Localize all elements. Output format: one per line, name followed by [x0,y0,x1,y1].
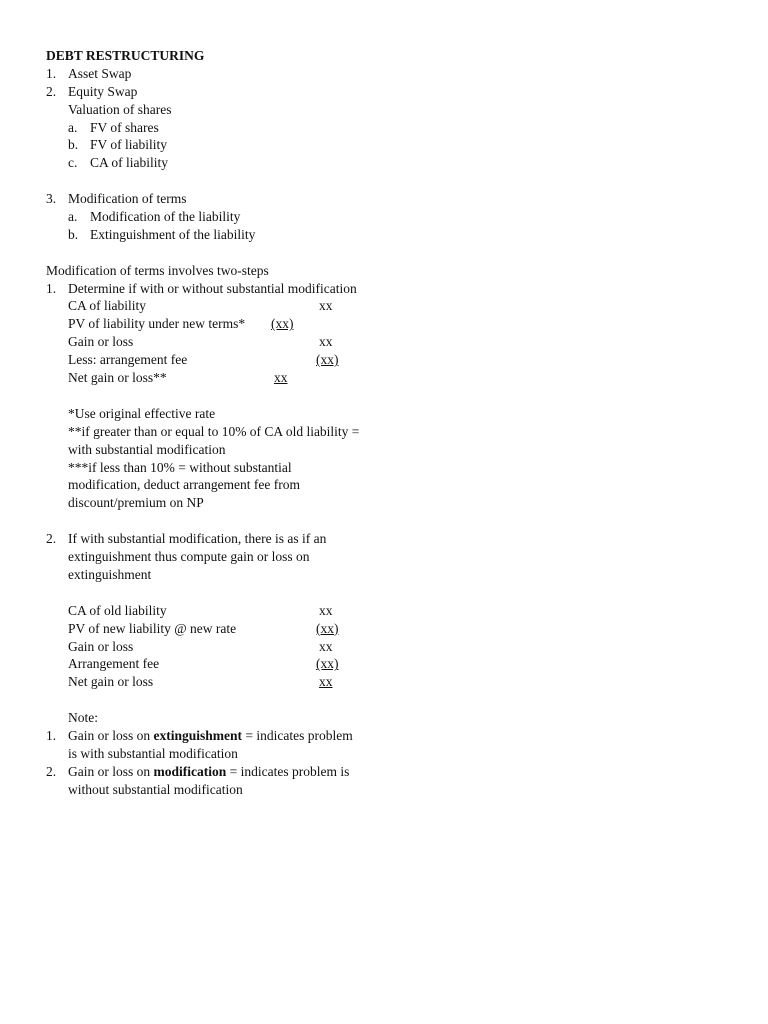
valuation-item-a [46,119,362,137]
row-amount: (xx) [316,620,339,636]
list-item-label: Modification of terms [68,191,187,207]
footnote-3: ***if less than 10% = without substantial modification, deduct arrangement fee from discount/premium on NP [68,459,301,511]
row-label: CA of liability [68,298,147,314]
step-2-row [46,602,362,620]
sub-letter: a. [68,119,78,135]
list-item-asset-swap [46,65,362,83]
step-1-row [46,351,362,369]
note-item-keyword: modification [153,763,227,779]
step-1 [46,280,362,298]
sub-item-label: CA of liability [90,155,169,171]
row-amount: xx [319,602,333,618]
sub-item-label: FV of liability [90,137,168,153]
step-2-text: If with substantial modification, there is as if an extinguishment thus compute gain or loss on extinguishment [68,531,327,582]
step-1-row [46,297,362,315]
steps-intro: Modification of terms involves two-steps [46,262,269,278]
sub-item-label: Extinguishment of the liability [90,226,256,242]
step-2-row [46,620,362,638]
step-1-row [46,315,362,333]
note-item-text [46,763,362,799]
row-amount: (xx) [271,316,294,332]
sub-letter: b. [68,137,79,153]
row-label: Arrangement fee [68,656,160,672]
note-heading: Note: [68,710,98,726]
valuation-item-c [46,154,362,172]
list-number: 3. [46,191,57,207]
step-2 [46,530,362,584]
row-label: Gain or loss [68,334,134,350]
sub-item-label: FV of shares [90,119,159,135]
sub-letter: a. [68,209,78,225]
step-1-row [46,369,362,387]
note-item-keyword: extinguishment [153,727,243,743]
list-number: 2. [46,531,57,547]
footnote-2: **if greater than or equal to 10% of CA old liability = with substantial modification [68,423,360,457]
list-item-modification-of-terms [46,190,362,208]
step-1-text: Determine if with or without substantial modification [68,280,357,296]
list-item-label: Equity Swap [68,83,138,99]
valuation-item-b [46,136,362,154]
footnote-1: *Use original effective rate [68,405,216,421]
list-number: 1. [46,727,57,743]
modification-type-a [46,208,362,226]
document-page [46,47,362,799]
row-amount: xx [319,298,333,314]
row-amount: (xx) [316,352,339,368]
row-amount: xx [319,638,333,654]
step-1-row [46,333,362,351]
sub-item-label: Modification of the liability [90,209,241,225]
list-item-label: Asset Swap [68,65,132,81]
row-label: Gain or loss [68,638,134,654]
row-label: Less: arrangement fee [68,352,188,368]
sub-letter: c. [68,155,78,171]
sub-letter: b. [68,226,79,242]
valuation-heading: Valuation of shares [68,101,172,117]
note-item-prefix: Gain or loss on [68,727,154,743]
step-2-row [46,638,362,656]
row-label: Net gain or loss [68,674,154,690]
row-amount: (xx) [316,656,339,672]
list-number: 1. [46,65,57,81]
row-label: Net gain or loss** [68,370,167,386]
row-amount: xx [319,674,333,690]
step-2-row [46,673,362,691]
row-label: PV of liability under new terms* [68,316,246,332]
document-title: DEBT RESTRUCTURING [46,48,205,63]
row-amount: xx [274,370,288,386]
row-amount: xx [319,334,333,350]
note-item-1 [46,727,362,763]
step-2-row [46,655,362,673]
row-label: PV of new liability @ new rate [68,620,237,636]
note-item-suffix: = indicates problem is with substantial modification [68,727,353,761]
note-item-prefix: Gain or loss on [68,763,154,779]
note-item-2 [46,763,362,799]
list-number: 2. [46,83,57,99]
modification-type-b [46,226,362,244]
note-item-text [46,727,362,763]
list-item-equity-swap [46,83,362,101]
note-item-suffix: = indicates problem is without substantial modification [68,763,350,797]
list-number: 1. [46,280,57,296]
list-number: 2. [46,763,57,779]
row-label: CA of old liability [68,602,167,618]
